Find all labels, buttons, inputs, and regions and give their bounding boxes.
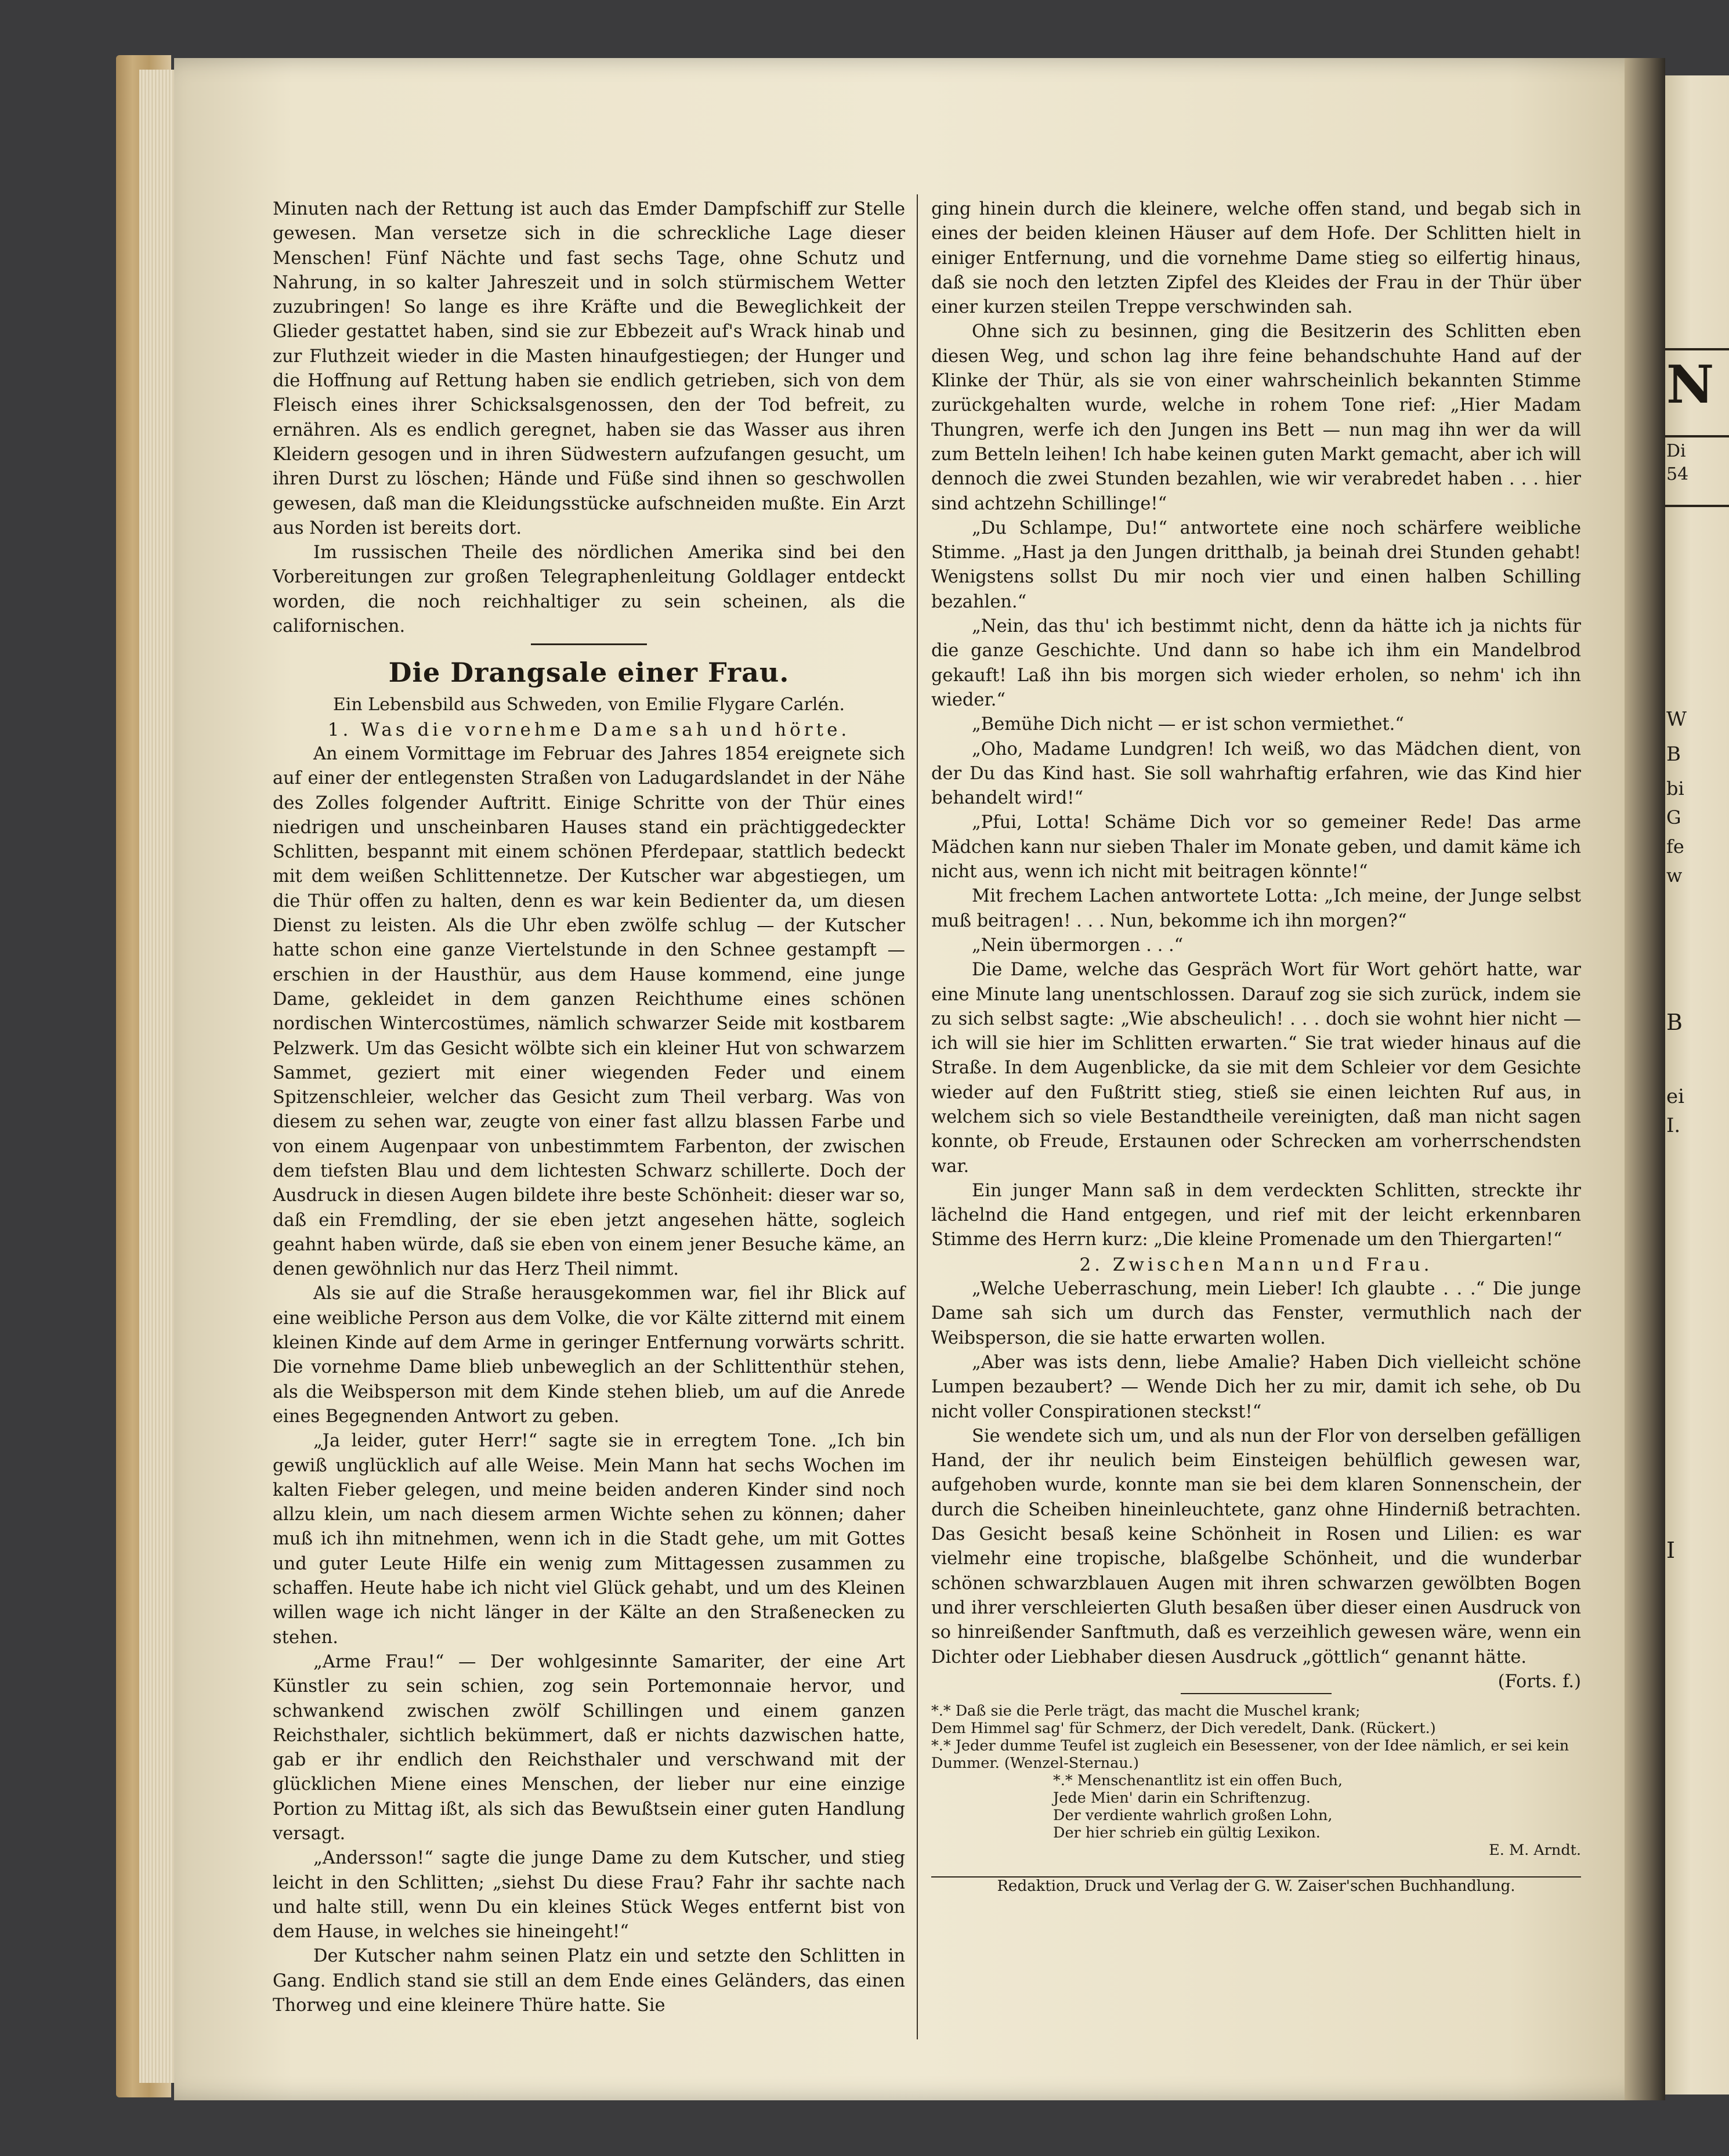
verse-line: *.* Menschenantlitz ist ein offen Buch, [1053,1771,1343,1789]
story-paragraph: Die Dame, welche das Gespräch Wort für Wort gehört hatte, war eine Minute lang unentschlossen. Darauf zog sie sich zurück, indem sie zu sich selbst sagte: „Wie abscheulich! . . . doch sie wohnt hier nicht — ich will sie hier im Schlitten erwarten.“ Sie trat wieder hinaus auf die Straße. In dem Augenblicke, da sie mit dem Schleier vor dem Gesichte wieder auf den Fußtritt stieg, stieß sie einen leichten Ruf aus, in welchem sich so viele Bestandtheile vereinigten, daß man nicht sagen konnte, ob Freude, Erstaunen oder Schrecken am vorherrschendsten war. [931,960,1581,1177]
story-paragraph: „Nein, das thu' ich bestimmt nicht, denn da hätte ich ja nichts für die ganze Geschichte. Und dann so habe ich ihm ein Mandelbrod gekauft! Laß ihn bis morgen sich wieder erholen, so nehm' ich ihn wieder.“ [931,616,1581,710]
adjacent-fragment: I. [1666,1114,1681,1137]
story-paragraph: „Du Schlampe, Du!“ antwortete eine noch schärfere weibliche Stimme. „Hast ja den Jungen dritthalb, ja beinah drei Stunden gehabt! Wenigstens sollst Du mir noch vier und einen halben Schilling bezahlen.“ [931,518,1581,612]
story-paragraph: „Oho, Madame Lundgren! Ich weiß, wo das Mädchen dient, von der Du das Kind hast. Sie soll wahrhaftig erfahren, wie das Kind hier behandelt wird!“ [931,739,1581,809]
imprint-line: Redaktion, Druck und Verlag der G. W. Zaiser'schen Buchhandlung. [997,1877,1515,1895]
story-paragraph: Ein junger Mann saß in dem verdeckten Schlitten, streckte ihr lächelnd die Hand entgegen, und rief mit der leicht erkennbaren Stimme des Herrn kurz: „Die kleine Promenade um den Thiergarten!“ [931,1180,1581,1250]
adjacent-fragment: W [1666,708,1687,731]
verse-line: Der hier schrieb ein gültig Lexikon. [1053,1824,1321,1842]
story-paragraph: ging hinein durch die kleinere, welche offen stand, und begab sich in eines der beiden kleinen Häuser auf dem Hofe. Der Schlitten hielt in einiger Entfernung, und die vornehme Dame stieg so eilfertig hinaus, daß sie noch den letzten Zipfel des Kleides der Frau in der Thür über einer kurzen steilen Treppe verschwinden sah. [931,199,1581,318]
adjacent-rule [1665,348,1729,350]
story-paragraph: „Pfui, Lotta! Schäme Dich vor so gemeiner Rede! Das arme Mädchen kann nur sieben Thaler im Monate geben, und damit käme ich nicht aus, wenn ich nicht mit beitragen könnte!“ [931,812,1581,882]
story-paragraph: „Bemühe Dich nicht — er ist schon vermiethet.“ [972,714,1404,735]
story-paragraph: „Welche Ueberraschung, mein Lieber! Ich glaubte . . .“ Die junge Dame sah sich um durch das Fenster, vermuthlich nach der Weibsperson, die sie hatte erwarten wollen. [931,1279,1581,1348]
verse-author: E. M. Arndt. [1489,1841,1581,1859]
story-paragraph: Der Kutscher nahm seinen Platz ein und setzte den Schlitten in Gang. Endlich stand sie still an dem Ende eines Geländers, das einen Thorweg und eine kleinere Thüre hatte. Sie [273,1946,905,2016]
verse-line: Der verdiente wahrlich großen Lohn, [1053,1806,1333,1824]
section-rule [531,643,647,645]
adjacent-fragment: Di [1666,441,1686,461]
story-title: Die Drangsale einer Frau. [388,657,790,689]
left-column [273,197,905,2018]
adjacent-fragment: B [1666,743,1681,766]
story-paragraph: „Aber was ists denn, liebe Amalie? Haben Dich vielleicht schöne Lumpen bezaubert? — Wende Dich her zu mir, damit ich sehe, ob Du nicht voller Conspirationen steckst!“ [931,1352,1581,1422]
story-paragraph-text: Sie wendete sich um, und als nun der Flor von derselben gefälligen Hand, der ihr neulich beim Einsteigen behülflich gewesen war, aufgehoben wurde, konnte man sie bei dem klaren Sonnenschein, der durch die Scheiben hineinleuchtete, ganz ohne Hinderniß betrachten. Das Gesicht besaß keine Schönheit in Rosen und Lilien: es war vielmehr eine tropische, blaßgelbe Schönheit, und die wunderbar schönen schwarzblauen Augen mit ihren schwarzen gewölbten Bogen und ihrer verschleierten Gluth besaßen über dieser einen Ausdruck von so hinreißender Sanftmuth, daß es verzeihlich gewesen wäre, wenn ein Dichter oder Liebhaber diesen Ausdruck „göttlich“ genannt hätte. [931,1426,1581,1667]
story-paragraph: Mit frechem Lachen antwortete Lotta: „Ich meine, der Junge selbst muß beitragen! . . . Nun, bekomme ich ihn morgen?“ [931,886,1581,931]
aphorisms-block [931,1693,1581,1895]
story-paragraph: „Nein übermorgen . . .“ [972,935,1184,956]
adjacent-rule [1665,435,1729,437]
adjacent-page-fragment [1665,75,1729,2094]
story-paragraph: Als sie auf die Straße herausgekommen war, fiel ihr Blick auf eine weibliche Person aus dem Volke, die vor Kälte zitternd mit einem kleinen Kinde auf dem Arme in geringer Entfernung vorwärts schritt. Die vornehme Dame blieb unbeweglich an der Schlittenthür stehen, als die Weibsperson mit dem Kinde stehen blieb, um auf die Anrede eines Begegnenden Antwort zu geben. [273,1283,905,1427]
adjacent-fragment: B [1666,1010,1683,1035]
aphorism-line: Dem Himmel sag' für Schmerz, der Dich veredelt, Dank. (Rückert.) [931,1719,1436,1737]
aphorism-line: *.* Jeder dumme Teufel ist zugleich ein Besessener, von der Idee nämlich, er sei kein Dummer. (Wenzel-Sternau.) [931,1737,1569,1772]
notes-separator [1181,1693,1332,1694]
story-paragraph: „Arme Frau!“ — Der wohlgesinnte Samariter, der eine Art Künstler zu sein schien, zog sein Portemonnaie hervor, und schwankend zwischen zwölf Schillingen und einem ganzen Reichsthaler, sichtlich bekümmert, daß er nichts dazwischen hatte, gab er ihr endlich den Reichsthaler und verschwand mit der glücklichen Miene eines Menschen, der lieber nur eine einzige Portion zu Mittag ißt, als sich das Bewußtsein einer guten Handlung versagt. [273,1651,905,1844]
adjacent-fragment: 54 [1666,464,1689,484]
aphorism-line: *.* Daß sie die Perle trägt, das macht die Muschel krank; [931,1702,1361,1720]
column-divider [917,194,918,2039]
story-paragraph: „Ja leider, guter Herr!“ sagte sie in erregtem Tone. „Ich bin gewiß unglücklich auf alle Weise. Mein Mann hat sechs Wochen im kalten Fieber gelegen, und meine beiden anderen Kinder sind noch allzu klein, um nach diesem armen Wichte sehen zu können; daher muß ich ihn mitnehmen, wenn ich in die Stadt gehe, um mit Gottes und guter Leute Hilfe ein wenig zum Mittagessen zusammen zu schaffen. Heute habe ich nicht viel Glück gehabt, und um des Kleinen willen wage ich nicht länger in der Kälte an den Straßenecken zu stehen. [273,1431,905,1648]
section-heading: 2. Zwischen Mann und Frau. [1079,1254,1433,1275]
right-column [931,197,1581,1895]
adjacent-fragment: G [1666,806,1681,829]
adjacent-fragment: ei [1666,1085,1684,1108]
adjacent-fragment: bi [1666,777,1684,800]
verse-line: Jede Mien' darin ein Schriftenzug. [1053,1789,1311,1807]
section-heading: 1. Was die vornehme Dame sah und hörte. [327,719,851,740]
adjacent-fragment: w [1666,864,1683,887]
adjacent-fragment: I [1666,1538,1676,1563]
story-paragraph: „Andersson!“ sagte die junge Dame zu dem Kutscher, und stieg leicht in den Schlitten; „siehst Du diese Frau? Fahr ihr sachte nach und halte still, wenn Du ein kleines Stück Weges entfernt bist von dem Hause, in welches sie hineingeht!“ [273,1848,905,1942]
adjacent-rule [1665,505,1729,507]
story-paragraph [931,1424,1581,1692]
adjacent-fragment: N [1666,354,1714,415]
story-subtitle: Ein Lebensbild aus Schweden, von Emilie Flygare Carlén. [332,694,845,715]
story-paragraph: Ohne sich zu besinnen, ging die Besitzerin des Schlitten eben diesen Weg, und schon lag ihre feine behandschuhte Hand auf der Klinke der Thür, als sie von einer wahrscheinlich bekannten Stimme zurückgehalten wurde, welche in rohem Tone rief: „Hier Madam Thungren, werfe ich den Jungen ins Bett — nun mag ihn wer da will zum Betteln leihen! Ich habe keinen guten Markt gemacht, aber ich will dennoch die zwei Stunden bezahlen, wie wir verabredet haben . . . hier sind achtzehn Schillinge!“ [931,321,1581,514]
story-paragraph: An einem Vormittage im Februar des Jahres 1854 ereignete sich auf einer der entlegensten Straßen von Ladugardslandet in der Nähe des Zolles folgender Auftritt. Einige Schritte von der Thür eines niedrigen und unscheinbaren Hauses stand ein prächtiggedeckter Schlitten, bespannt mit einem schönen Pferdepaar, stattlich bedeckt mit dem weißen Schlittennetze. Der Kutscher war abgestiegen, um die Thür offen zu halten, denn es war kein Bedienter da, um diesen Dienst zu leisten. Als die Uhr eben zwölfe schlug — der Kutscher hatte schon eine ganze Viertelstunde in den Schnee gestampft — erschien in der Hausthür, aus dem Hause kommend, eine junge Dame, gekleidet in dem ganzen Reichthume eines schönen nordischen Wintercostümes, nämlich schwarzer Seide mit kostbarem Pelzwerk. Um das Gesicht wölbte sich ein kleiner Hut von schwarzem Sammet, geziert mit einer wiegenden Feder und einem Spitzenschleier, welcher das Gesicht zum Theil verbarg. Was von diesem zu sehen war, zeugte von einer fast allzu blassen Farbe und von einem Augenpaar von unbestimmtem Farbenton, der zwischen dem tiefsten Blau und dem lichtesten Schwarz schillerte. Doch der Ausdruck in diesen Augen bildete ihre beste Schönheit: dieser war so, daß ein Fremdling, der sie eben jetzt angesehen hätte, sogleich geahnt haben würde, daß sie eben von einem jener Besuche käme, an denen gewöhnlich nur das Herz Theil nimmt. [273,743,905,1280]
continuation-note: (Forts. f.) [1497,1671,1581,1692]
news-paragraph: Minuten nach der Rettung ist auch das Emder Dampfschiff zur Stelle gewesen. Man versetze sich in die schreckliche Lage dieser Menschen! Fünf Nächte und fast sechs Tage, ohne Schutz und Nahrung, in so kalter Jahreszeit und in solch stürmischem Wetter zuzubringen! So lange es ihre Kräfte und die Beweglichkeit der Glieder gestattet haben, sind sie zur Ebbezeit auf's Wrack hinab und zur Fluthzeit wieder in die Masten hinaufgestiegen; der Hunger und die Hoffnung auf Rettung haben sie endlich getrieben, sich von dem Fleisch eines ihrer Schicksalsgenossen, den der Tod befreit, zu ernähren. Als es endlich geregnet, haben sie das Wasser aus ihren Kleidern gesogen und in ihren Südwestern aufzufangen gesucht, um ihren Durst zu löschen; Hände und Füße sind ihnen so geschwollen gewesen, daß man die Kleidungsstücke aufschneiden mußte. Ein Arzt aus Norden ist bereits dort. [273,199,905,538]
book-gutter [1625,58,1665,2100]
news-paragraph: Im russischen Theile des nördlichen Amerika sind bei den Vorbereitungen zur großen Telegraphenleitung Goldlager entdeckt worden, die noch reichhaltiger zu sein scheinen, als die californischen. [273,542,905,637]
adjacent-fragment: fe [1666,835,1684,858]
